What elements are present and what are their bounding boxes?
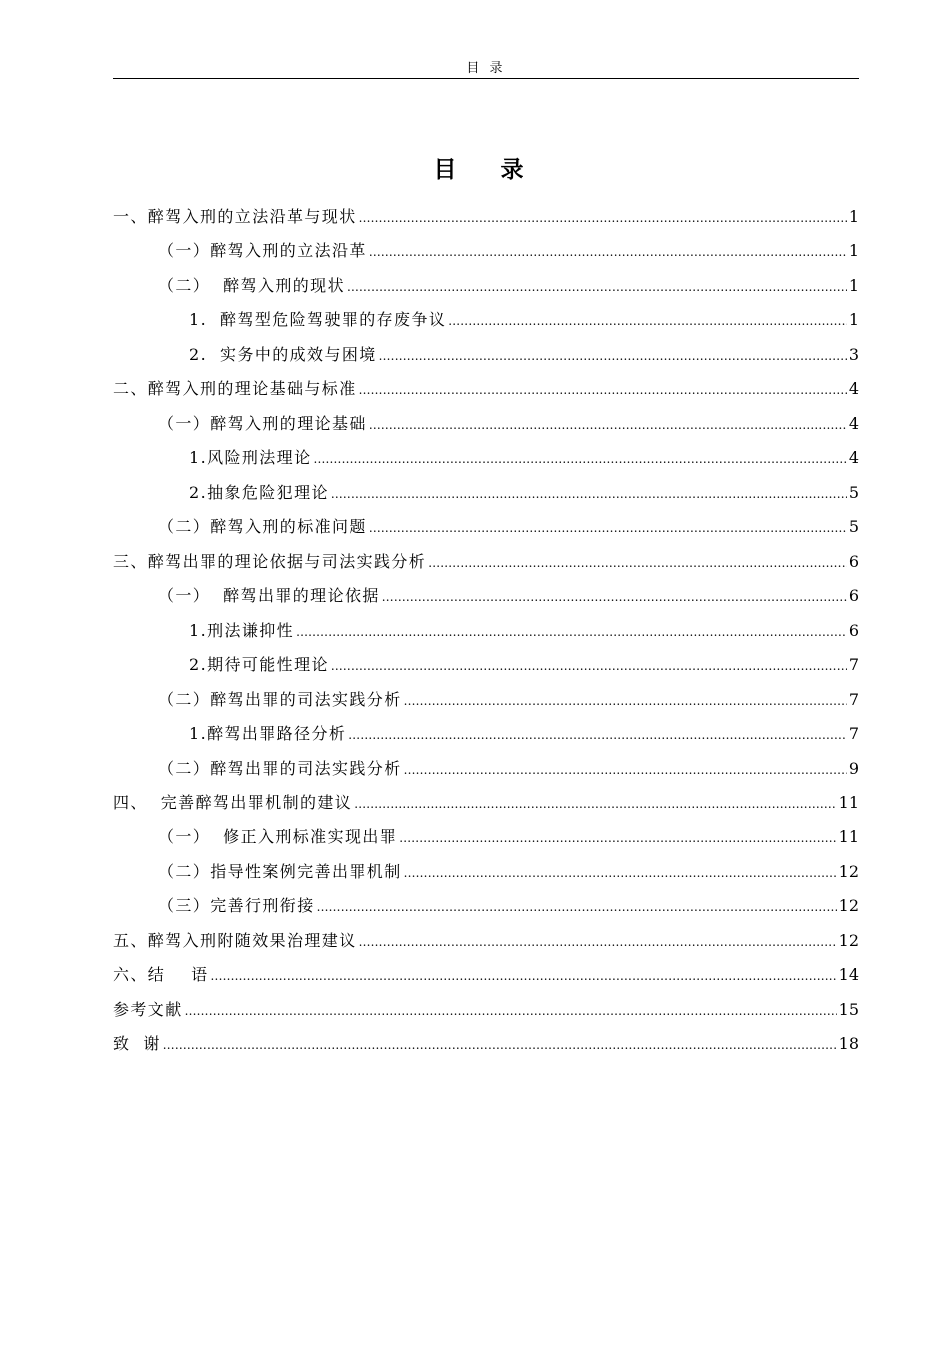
toc-entry-text: 1.风险刑法理论 <box>189 448 312 468</box>
toc-dot-leader <box>382 580 847 614</box>
toc-dot-leader <box>317 890 837 924</box>
toc-title: 目 录 <box>433 157 542 183</box>
toc-entry-3[interactable] <box>113 545 859 579</box>
toc-entry-text: （二）指导性案例完善出罪机制 <box>158 861 402 881</box>
toc-dot-leader <box>354 787 836 821</box>
toc-entry-1[interactable] <box>113 200 859 234</box>
toc-dot-leader <box>313 442 846 476</box>
toc-page-number: 11 <box>838 792 859 812</box>
toc-entry-6[interactable] <box>113 958 859 992</box>
toc-entry-text: 1.醉驾出罪路径分析 <box>189 724 347 744</box>
toc-page-number: 18 <box>838 1034 859 1054</box>
toc-entry-text: 1. 醉驾型危险驾驶罪的存废争议 <box>189 310 447 330</box>
toc-entry-4[interactable] <box>113 786 859 820</box>
toc-entry-text: 三、醉驾出罪的理论依据与司法实践分析 <box>113 551 427 571</box>
toc-entry-text: 致 谢 <box>113 1034 161 1054</box>
toc-entry-text: 2.期待可能性理论 <box>189 655 329 675</box>
toc-entry-text: （一） 醉驾出罪的理论依据 <box>158 586 380 606</box>
toc-page-number: 5 <box>848 517 859 537</box>
toc-entry-2-1[interactable] <box>113 407 859 441</box>
toc-entry-text: 二、醉驾入刑的理论基础与标准 <box>113 379 357 399</box>
toc-entry-3-1[interactable] <box>113 579 859 613</box>
toc-entry-references[interactable] <box>113 993 859 1027</box>
toc-page-number: 7 <box>848 689 859 709</box>
toc-entry-text: 一、醉驾入刑的立法沿革与现状 <box>113 207 357 226</box>
toc-dot-leader <box>359 201 847 235</box>
toc-page-number: 1 <box>848 310 859 330</box>
toc-dot-leader <box>211 959 837 993</box>
toc-entry-text: （一）醉驾入刑的理论基础 <box>158 413 367 433</box>
toc-entry-text: （二）醉驾入刑的标准问题 <box>158 517 367 537</box>
toc-entry-text: （二） 醉驾入刑的现状 <box>158 275 345 295</box>
toc-dot-leader <box>348 718 847 752</box>
toc-entry-3-2-1[interactable] <box>113 717 859 751</box>
toc-dot-leader <box>404 753 847 787</box>
toc-entry-text: （一） 修正入刑标准实现出罪 <box>158 827 398 847</box>
toc-page-number: 6 <box>848 586 859 606</box>
toc-entry-3-2[interactable] <box>113 683 859 717</box>
toc-entry-text: 参考文献 <box>113 999 183 1019</box>
header-rule <box>113 78 859 79</box>
toc-entry-text: （三）完善行刑衔接 <box>158 896 315 916</box>
toc-page-number: 12 <box>838 930 859 950</box>
toc-dot-leader <box>163 1028 837 1062</box>
toc-entry-2-1-2[interactable] <box>113 476 859 510</box>
toc-dot-leader <box>399 821 836 855</box>
toc-entry-4-2[interactable] <box>113 855 859 889</box>
toc-entry-2-2[interactable] <box>113 510 859 544</box>
toc-dot-leader <box>331 649 847 683</box>
toc-entry-1-2-2[interactable] <box>113 338 859 372</box>
toc-entry-5[interactable] <box>113 924 859 958</box>
running-header: 目 录 <box>466 61 506 76</box>
toc-page-number: 12 <box>838 861 859 881</box>
toc-dot-leader <box>379 339 847 373</box>
toc-page-number: 4 <box>848 379 859 399</box>
toc-page-number: 1 <box>848 207 859 226</box>
table-of-contents <box>113 200 859 1062</box>
toc-page-number: 1 <box>848 275 859 295</box>
toc-dot-leader <box>369 408 847 442</box>
toc-entry-text: 2. 实务中的成效与困境 <box>189 344 377 364</box>
toc-page-number: 6 <box>848 551 859 571</box>
toc-dot-leader <box>369 235 847 269</box>
toc-dot-leader <box>404 684 847 718</box>
toc-entry-text: 五、醉驾入刑附随效果治理建议 <box>113 930 357 950</box>
toc-entry-4-1[interactable] <box>113 820 859 854</box>
toc-dot-leader <box>359 925 837 959</box>
toc-entry-text: 2.抽象危险犯理论 <box>189 482 329 502</box>
toc-page-number: 3 <box>848 344 859 364</box>
toc-page-number: 11 <box>838 827 859 847</box>
toc-page-number: 7 <box>848 655 859 675</box>
toc-entry-text: 六、结 语 <box>113 965 209 985</box>
toc-page-number: 4 <box>848 448 859 468</box>
toc-entry-text: （一）醉驾入刑的立法沿革 <box>158 241 367 261</box>
toc-page-number: 14 <box>838 965 859 985</box>
toc-entry-3-1-1[interactable] <box>113 614 859 648</box>
toc-entry-acknowledgements[interactable] <box>113 1027 859 1061</box>
toc-entry-1-2-1[interactable] <box>113 303 859 337</box>
toc-page-number: 6 <box>848 620 859 640</box>
toc-page-number: 1 <box>848 241 859 261</box>
toc-page-number: 12 <box>838 896 859 916</box>
toc-dot-leader <box>296 615 847 649</box>
toc-entry-text: （二）醉驾出罪的司法实践分析 <box>158 689 402 709</box>
toc-entry-4-3[interactable] <box>113 889 859 923</box>
toc-entry-1-1[interactable] <box>113 234 859 268</box>
toc-page-number: 15 <box>838 999 859 1019</box>
toc-entry-3-3[interactable] <box>113 752 859 786</box>
toc-entry-3-1-2[interactable] <box>113 648 859 682</box>
toc-dot-leader <box>347 270 847 304</box>
toc-entry-text: 1.刑法谦抑性 <box>189 620 295 640</box>
toc-dot-leader <box>185 994 837 1028</box>
toc-page-number: 7 <box>848 724 859 744</box>
toc-dot-leader <box>448 304 847 338</box>
toc-entry-text: （二）醉驾出罪的司法实践分析 <box>158 758 402 778</box>
toc-entry-2-1-1[interactable] <box>113 441 859 475</box>
toc-entry-1-2[interactable] <box>113 269 859 303</box>
toc-dot-leader <box>428 546 847 580</box>
toc-entry-text: 四、 完善醉驾出罪机制的建议 <box>113 792 353 812</box>
toc-dot-leader <box>369 511 847 545</box>
toc-dot-leader <box>331 477 847 511</box>
toc-page-number: 9 <box>848 758 859 778</box>
toc-dot-leader <box>359 373 847 407</box>
toc-page-number: 5 <box>848 482 859 502</box>
toc-page-number: 4 <box>848 413 859 433</box>
toc-dot-leader <box>404 856 837 890</box>
toc-entry-2[interactable] <box>113 372 859 406</box>
